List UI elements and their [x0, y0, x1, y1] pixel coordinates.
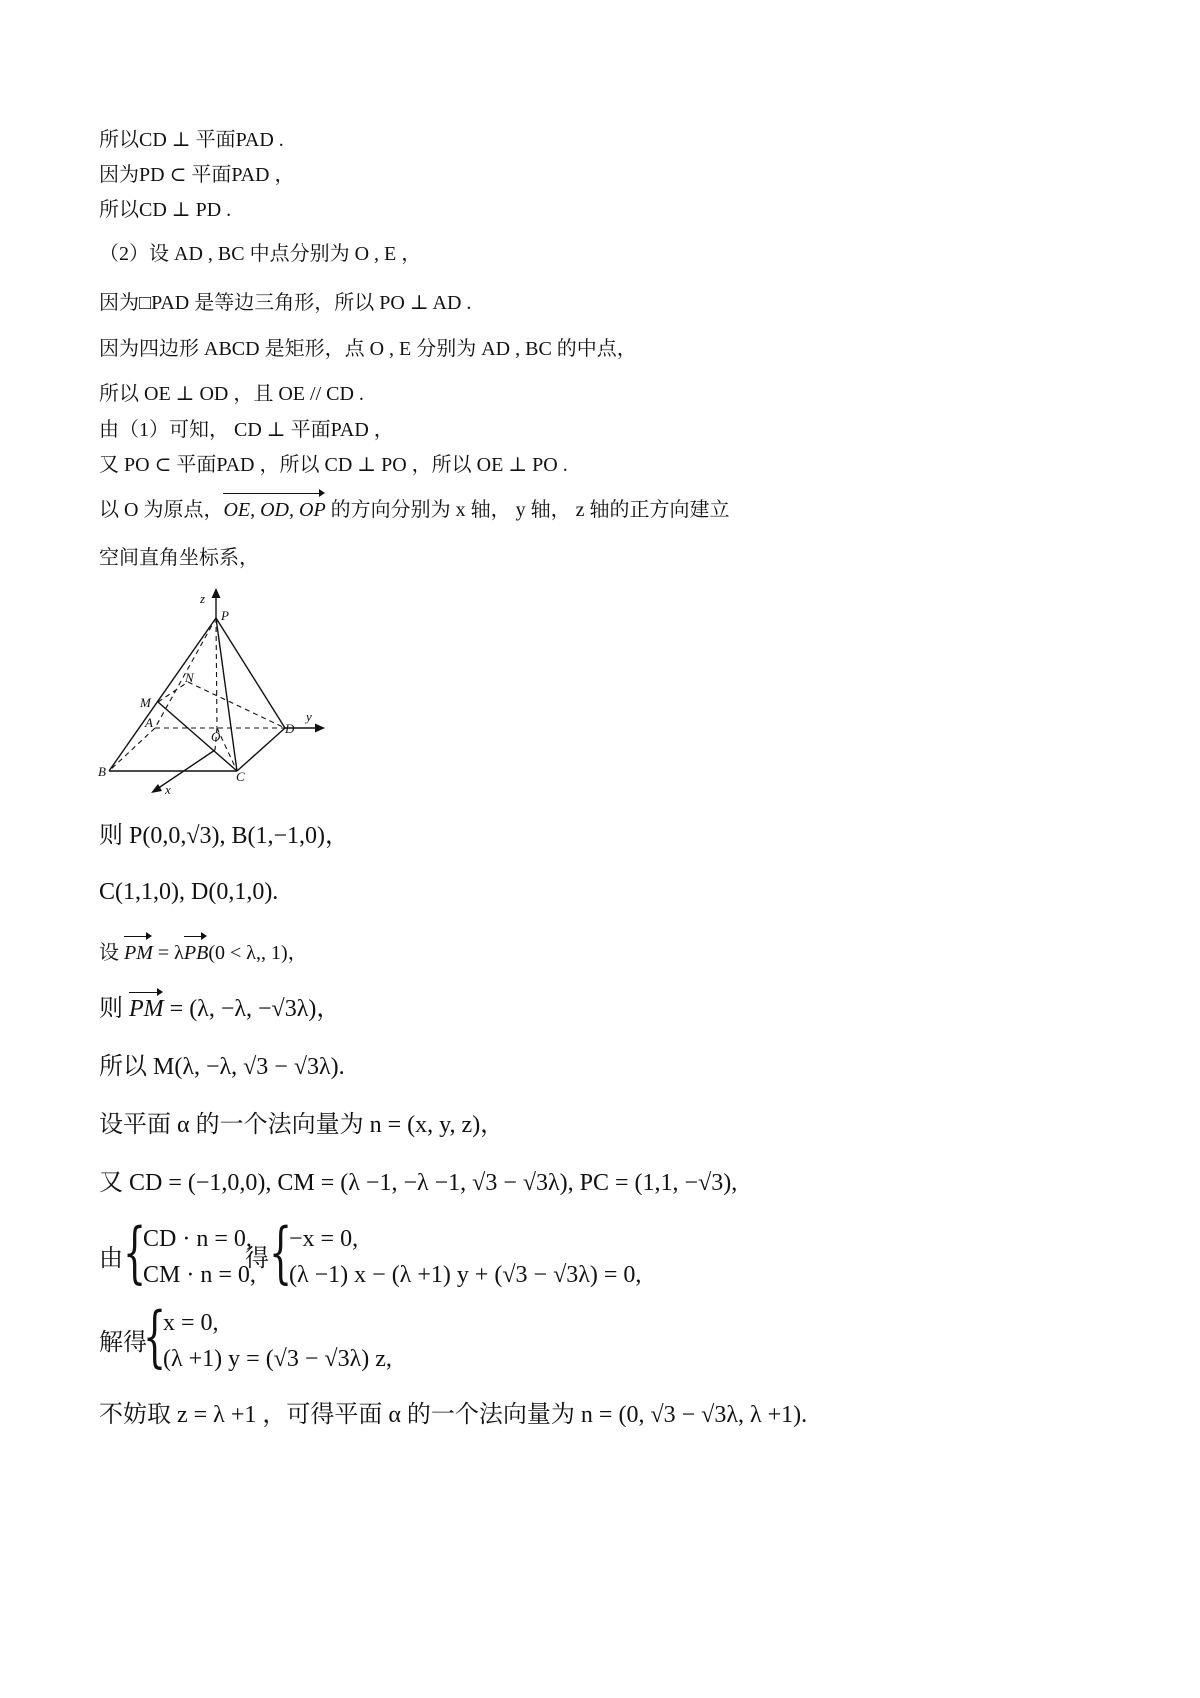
- line-vectors: 又 CD = (−1,0,0), CM = (λ −1, −λ −1, √3 − √3λ), PC = (1,1, −√3),: [99, 1170, 738, 1196]
- system-result-1: −x = 0,: [289, 1226, 359, 1252]
- solution-prefix: 解得: [99, 1330, 147, 1356]
- solution-eq-2: (λ +1) y = (√3 − √3λ) z,: [163, 1346, 392, 1372]
- pyramid-figure: [95, 585, 355, 800]
- label-z: z: [200, 591, 206, 606]
- solution-eq-1: x = 0,: [163, 1310, 219, 1336]
- line-rectangle: 因为四边形 ABCD 是矩形，点 O , E 分别为 AD , BC 的中点，: [99, 338, 637, 360]
- pm-def-range: (0 < λ,, 1)，: [208, 942, 308, 964]
- line-equilateral: 因为□PAD 是等边三角形，所以 PO ⊥ AD .: [99, 292, 472, 314]
- label-o: O: [211, 729, 221, 744]
- line-pm-def: [99, 940, 308, 966]
- line-coordinate-setup: [99, 497, 730, 523]
- line-po-in-plane: 又 PO ⊂ 平面PAD ，所以 CD ⊥ PO ，所以 OE ⊥ PO .: [99, 454, 568, 476]
- edge-pd: [216, 618, 285, 728]
- line-cd-perp-plane: 所以CD ⊥ 平面PAD .: [99, 129, 284, 151]
- segment-mn-hidden: [158, 682, 188, 702]
- edge-cd: [237, 728, 285, 771]
- axis-z-arrow: [212, 588, 221, 598]
- line-normal-vector: 不妨取 z = λ +1 ，可得平面 α 的一个法向量为 n = (0, √3 − √3λ, λ +1).: [99, 1402, 808, 1428]
- line-pd-in-plane: 因为PD ⊂ 平面PAD ，: [99, 164, 295, 186]
- pm-def-lambda: = λ: [152, 942, 184, 964]
- label-y: y: [306, 709, 312, 724]
- system-prefix: 由: [99, 1246, 123, 1272]
- label-a: A: [145, 715, 153, 730]
- line-coordinate-system: 空间直角坐标系，: [99, 547, 259, 569]
- label-c: C: [236, 769, 245, 784]
- solution-brace: {: [143, 1298, 167, 1375]
- segment-mc: [158, 702, 237, 771]
- coord-axes-text: 的方向分别为 x 轴， y 轴， z 轴的正方向建立: [330, 499, 730, 521]
- coord-intro: 以 O 为原点，: [99, 499, 224, 521]
- line-points-pb: 则 P(0,0,√3), B(1,−1,0)，: [99, 823, 350, 849]
- system-result-prefix: 得: [245, 1246, 269, 1272]
- pm-value-prefix: 则: [99, 996, 123, 1022]
- axis-y-arrow: [315, 724, 325, 733]
- label-b: B: [98, 764, 106, 779]
- label-n: N: [185, 670, 194, 685]
- pm-value-coords: = (λ, −λ, −√3λ)，: [163, 996, 341, 1022]
- axis-vectors: OE, OD, OP: [223, 499, 326, 521]
- line-from-part1: 由（1）可知， CD ⊥ 平面PAD ，: [99, 419, 394, 441]
- axis-x-arrow: [151, 784, 162, 793]
- line-normal-def: 设平面 α 的一个法向量为 n = (x, y, z)，: [99, 1112, 505, 1138]
- label-x: x: [165, 782, 171, 797]
- vector-pm-2: PM: [129, 996, 164, 1022]
- system-eq-2: CM · n = 0,: [143, 1262, 256, 1288]
- system-eq-1: CD · n = 0,: [143, 1226, 252, 1252]
- system-result-2: (λ −1) x − (λ +1) y + (√3 − √3λ) = 0,: [289, 1262, 642, 1288]
- edge-ab-hidden: [109, 728, 155, 771]
- line-oe-perp-od: 所以 OE ⊥ OD ，且 OE // CD .: [99, 383, 364, 405]
- line-part2-midpoints: （2）设 AD , BC 中点分别为 O , E ，: [99, 243, 422, 265]
- vector-pm: PM: [124, 942, 153, 964]
- label-p: P: [221, 608, 229, 623]
- height-po-hidden: [216, 618, 217, 728]
- line-pm-value: [99, 996, 340, 1022]
- line-points-cd: C(1,1,0), D(0,1,0).: [99, 879, 279, 905]
- line-m-coords: 所以 M(λ, −λ, √3 − √3λ).: [99, 1054, 345, 1080]
- vector-pb: PB: [183, 942, 209, 964]
- system-brace-2: {: [269, 1214, 293, 1291]
- label-d: D: [285, 721, 295, 736]
- pm-def-prefix: 设: [99, 942, 119, 964]
- edge-pb: [109, 618, 216, 771]
- system-brace-1: {: [123, 1214, 147, 1291]
- label-m: M: [140, 695, 151, 710]
- line-cd-perp-pd: 所以CD ⊥ PD .: [99, 199, 232, 221]
